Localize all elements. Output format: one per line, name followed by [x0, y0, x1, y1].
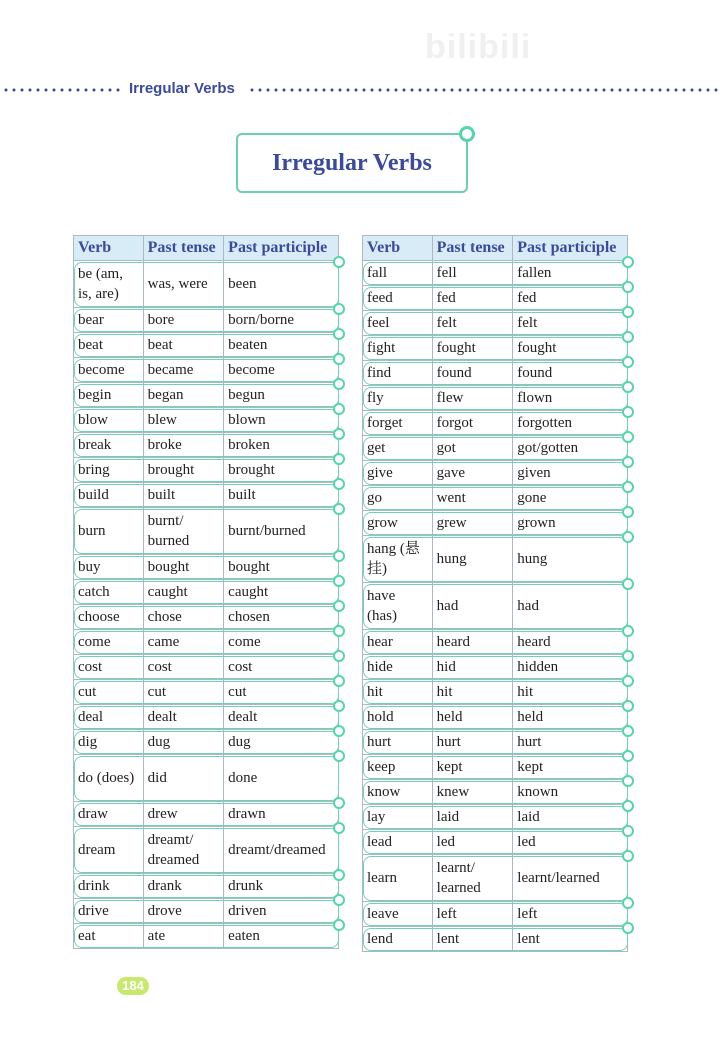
page-number: 184 [117, 977, 149, 995]
table-row [74, 755, 339, 802]
verb-cell: burn [74, 508, 144, 555]
verb-cell: hold [363, 705, 433, 730]
verb-cell: have (has) [363, 583, 433, 630]
past-tense-cell: hung [432, 536, 513, 583]
table-row [363, 583, 628, 630]
table-row [363, 780, 628, 805]
past-participle-cell: drunk [224, 874, 339, 899]
past-participle-cell: cost [224, 655, 339, 680]
past-tense-cell: bought [143, 555, 224, 580]
past-tense-cell: learnt/ learned [432, 855, 513, 902]
table-row [363, 902, 628, 927]
table-row [363, 536, 628, 583]
table-row [74, 730, 339, 755]
table-row [74, 458, 339, 483]
past-participle-cell: hung [513, 536, 628, 583]
verb-cell: blow [74, 408, 144, 433]
past-participle-cell: done [224, 755, 339, 802]
table-row [363, 261, 628, 286]
verb-cell: grow [363, 511, 433, 536]
past-participle-cell: felt [513, 311, 628, 336]
past-participle-cell: known [513, 780, 628, 805]
verb-cell: forget [363, 411, 433, 436]
past-tense-cell: blew [143, 408, 224, 433]
verb-cell: give [363, 461, 433, 486]
verb-cell: become [74, 358, 144, 383]
verb-cell: learn [363, 855, 433, 902]
table-row [363, 311, 628, 336]
table-row [74, 261, 339, 308]
past-participle-cell: had [513, 583, 628, 630]
table-row [74, 433, 339, 458]
past-participle-cell: lent [513, 927, 628, 952]
table-row [363, 830, 628, 855]
past-tense-cell: hurt [432, 730, 513, 755]
verb-cell: lay [363, 805, 433, 830]
table-row [363, 286, 628, 311]
table-header-row [363, 236, 628, 261]
table-row [74, 383, 339, 408]
past-tense-cell: brought [143, 458, 224, 483]
table-row [74, 655, 339, 680]
col-header-past-tense: Past tense [143, 236, 224, 261]
past-participle-cell: held [513, 705, 628, 730]
past-tense-cell: went [432, 486, 513, 511]
verb-cell: begin [74, 383, 144, 408]
past-participle-cell: begun [224, 383, 339, 408]
past-tense-cell: built [143, 483, 224, 508]
verb-cell: come [74, 630, 144, 655]
past-tense-cell: gave [432, 461, 513, 486]
past-tense-cell: caught [143, 580, 224, 605]
col-header-past-tense: Past tense [432, 236, 513, 261]
past-tense-cell: held [432, 705, 513, 730]
past-tense-cell: was, were [143, 261, 224, 308]
table-row [74, 333, 339, 358]
verb-cell: fall [363, 261, 433, 286]
past-tense-cell: grew [432, 511, 513, 536]
past-tense-cell: drew [143, 802, 224, 827]
past-tense-cell: dreamt/ dreamed [143, 827, 224, 874]
past-participle-cell: flown [513, 386, 628, 411]
past-participle-cell: fought [513, 336, 628, 361]
past-participle-cell: caught [224, 580, 339, 605]
col-header-past-participle: Past participle [224, 236, 339, 261]
past-participle-cell: eaten [224, 924, 339, 949]
past-tense-cell: hid [432, 655, 513, 680]
col-header-verb: Verb [74, 236, 144, 261]
past-tense-cell: did [143, 755, 224, 802]
past-participle-cell: found [513, 361, 628, 386]
past-participle-cell: become [224, 358, 339, 383]
past-tense-cell: flew [432, 386, 513, 411]
past-tense-cell: fell [432, 261, 513, 286]
past-tense-cell: cost [143, 655, 224, 680]
table-row [74, 483, 339, 508]
past-tense-cell: kept [432, 755, 513, 780]
verb-cell: feed [363, 286, 433, 311]
past-tense-cell: came [143, 630, 224, 655]
table-row [74, 358, 339, 383]
title-corner-dot-icon [459, 126, 475, 142]
table-row [74, 680, 339, 705]
table-row [74, 827, 339, 874]
past-tense-cell: felt [432, 311, 513, 336]
table-row [363, 511, 628, 536]
col-header-verb: Verb [363, 236, 433, 261]
table-row [74, 899, 339, 924]
past-tense-cell: heard [432, 630, 513, 655]
past-tense-cell: began [143, 383, 224, 408]
past-participle-cell: gone [513, 486, 628, 511]
verb-cell: fight [363, 336, 433, 361]
table-row [74, 555, 339, 580]
verb-cell: get [363, 436, 433, 461]
verb-cell: cost [74, 655, 144, 680]
past-tense-cell: forgot [432, 411, 513, 436]
verb-cell: keep [363, 755, 433, 780]
verb-cell: hurt [363, 730, 433, 755]
past-tense-cell: led [432, 830, 513, 855]
past-participle-cell: built [224, 483, 339, 508]
verb-cell: buy [74, 555, 144, 580]
section-header [0, 80, 720, 98]
verb-cell: go [363, 486, 433, 511]
table-row [363, 436, 628, 461]
past-tense-cell: drove [143, 899, 224, 924]
past-tense-cell: cut [143, 680, 224, 705]
past-participle-cell: hurt [513, 730, 628, 755]
verb-cell: drink [74, 874, 144, 899]
table-row [74, 705, 339, 730]
verb-cell: bring [74, 458, 144, 483]
verb-cell: leave [363, 902, 433, 927]
past-participle-cell: born/borne [224, 308, 339, 333]
past-tense-cell: found [432, 361, 513, 386]
past-tense-cell: beat [143, 333, 224, 358]
past-participle-cell: led [513, 830, 628, 855]
col-header-past-participle: Past participle [513, 236, 628, 261]
table-row [363, 680, 628, 705]
verb-cell: choose [74, 605, 144, 630]
past-participle-cell: burnt/burned [224, 508, 339, 555]
past-participle-cell: heard [513, 630, 628, 655]
table-header-row [74, 236, 339, 261]
past-tense-cell: ate [143, 924, 224, 949]
past-participle-cell: blown [224, 408, 339, 433]
verb-cell: do (does) [74, 755, 144, 802]
verb-cell: hear [363, 630, 433, 655]
dotted-rule-right [248, 88, 720, 92]
watermark-logo: bilibili [425, 28, 532, 66]
past-participle-cell: got/gotten [513, 436, 628, 461]
table-row [363, 411, 628, 436]
table-row [74, 580, 339, 605]
past-participle-cell: given [513, 461, 628, 486]
past-participle-cell: hidden [513, 655, 628, 680]
past-tense-cell: broke [143, 433, 224, 458]
past-participle-cell: drawn [224, 802, 339, 827]
verb-cell: hang (悬挂) [363, 536, 433, 583]
table-row [363, 927, 628, 952]
irregular-verbs-table-left [73, 235, 339, 949]
table-row [363, 805, 628, 830]
verb-cell: hide [363, 655, 433, 680]
past-participle-cell: driven [224, 899, 339, 924]
past-tense-cell: hit [432, 680, 513, 705]
verb-cell: cut [74, 680, 144, 705]
verb-cell: lend [363, 927, 433, 952]
past-participle-cell: fed [513, 286, 628, 311]
table-row [74, 508, 339, 555]
dotted-rule-left [2, 88, 122, 92]
past-tense-cell: chose [143, 605, 224, 630]
table-row [74, 802, 339, 827]
table-row [363, 730, 628, 755]
table-row [363, 386, 628, 411]
past-tense-cell: left [432, 902, 513, 927]
verb-cell: eat [74, 924, 144, 949]
verb-cell: know [363, 780, 433, 805]
past-participle-cell: learnt/learned [513, 855, 628, 902]
past-participle-cell: been [224, 261, 339, 308]
past-tense-cell: had [432, 583, 513, 630]
past-tense-cell: dug [143, 730, 224, 755]
verb-cell: feel [363, 311, 433, 336]
table-row [74, 630, 339, 655]
table-row [363, 855, 628, 902]
past-participle-cell: kept [513, 755, 628, 780]
past-tense-cell: got [432, 436, 513, 461]
verb-cell: drive [74, 899, 144, 924]
table-row [363, 655, 628, 680]
past-participle-cell: cut [224, 680, 339, 705]
table-row [363, 336, 628, 361]
verb-cell: be (am, is, are) [74, 261, 144, 308]
past-participle-cell: chosen [224, 605, 339, 630]
past-participle-cell: brought [224, 458, 339, 483]
verb-cell: dig [74, 730, 144, 755]
verb-cell: draw [74, 802, 144, 827]
page-title: Irregular Verbs [272, 149, 432, 176]
verb-cell: beat [74, 333, 144, 358]
verb-cell: hit [363, 680, 433, 705]
past-tense-cell: laid [432, 805, 513, 830]
table-row [74, 874, 339, 899]
past-participle-cell: come [224, 630, 339, 655]
past-tense-cell: fed [432, 286, 513, 311]
past-tense-cell: bore [143, 308, 224, 333]
page-title-box [236, 133, 468, 193]
past-tense-cell: became [143, 358, 224, 383]
table-row [74, 924, 339, 949]
past-participle-cell: dealt [224, 705, 339, 730]
past-participle-cell: left [513, 902, 628, 927]
verb-cell: dream [74, 827, 144, 874]
section-header-title: Irregular Verbs [129, 80, 235, 97]
past-participle-cell: laid [513, 805, 628, 830]
verb-cell: find [363, 361, 433, 386]
table-row [74, 308, 339, 333]
verb-cell: fly [363, 386, 433, 411]
irregular-verbs-table-right [362, 235, 628, 952]
past-tense-cell: knew [432, 780, 513, 805]
table-row [363, 486, 628, 511]
past-participle-cell: beaten [224, 333, 339, 358]
past-tense-cell: lent [432, 927, 513, 952]
past-participle-cell: dreamt/dreamed [224, 827, 339, 874]
verb-cell: catch [74, 580, 144, 605]
verb-cell: break [74, 433, 144, 458]
past-participle-cell: forgotten [513, 411, 628, 436]
verb-cell: build [74, 483, 144, 508]
table-row [363, 630, 628, 655]
past-tense-cell: drank [143, 874, 224, 899]
verb-cell: deal [74, 705, 144, 730]
past-participle-cell: grown [513, 511, 628, 536]
verb-cell: bear [74, 308, 144, 333]
past-participle-cell: hit [513, 680, 628, 705]
table-row [74, 605, 339, 630]
table-row [74, 408, 339, 433]
table-row [363, 361, 628, 386]
table-row [363, 705, 628, 730]
past-participle-cell: broken [224, 433, 339, 458]
past-tense-cell: burnt/ burned [143, 508, 224, 555]
table-row [363, 461, 628, 486]
past-participle-cell: dug [224, 730, 339, 755]
past-participle-cell: fallen [513, 261, 628, 286]
past-tense-cell: fought [432, 336, 513, 361]
past-tense-cell: dealt [143, 705, 224, 730]
table-row [363, 755, 628, 780]
past-participle-cell: bought [224, 555, 339, 580]
verb-cell: lead [363, 830, 433, 855]
